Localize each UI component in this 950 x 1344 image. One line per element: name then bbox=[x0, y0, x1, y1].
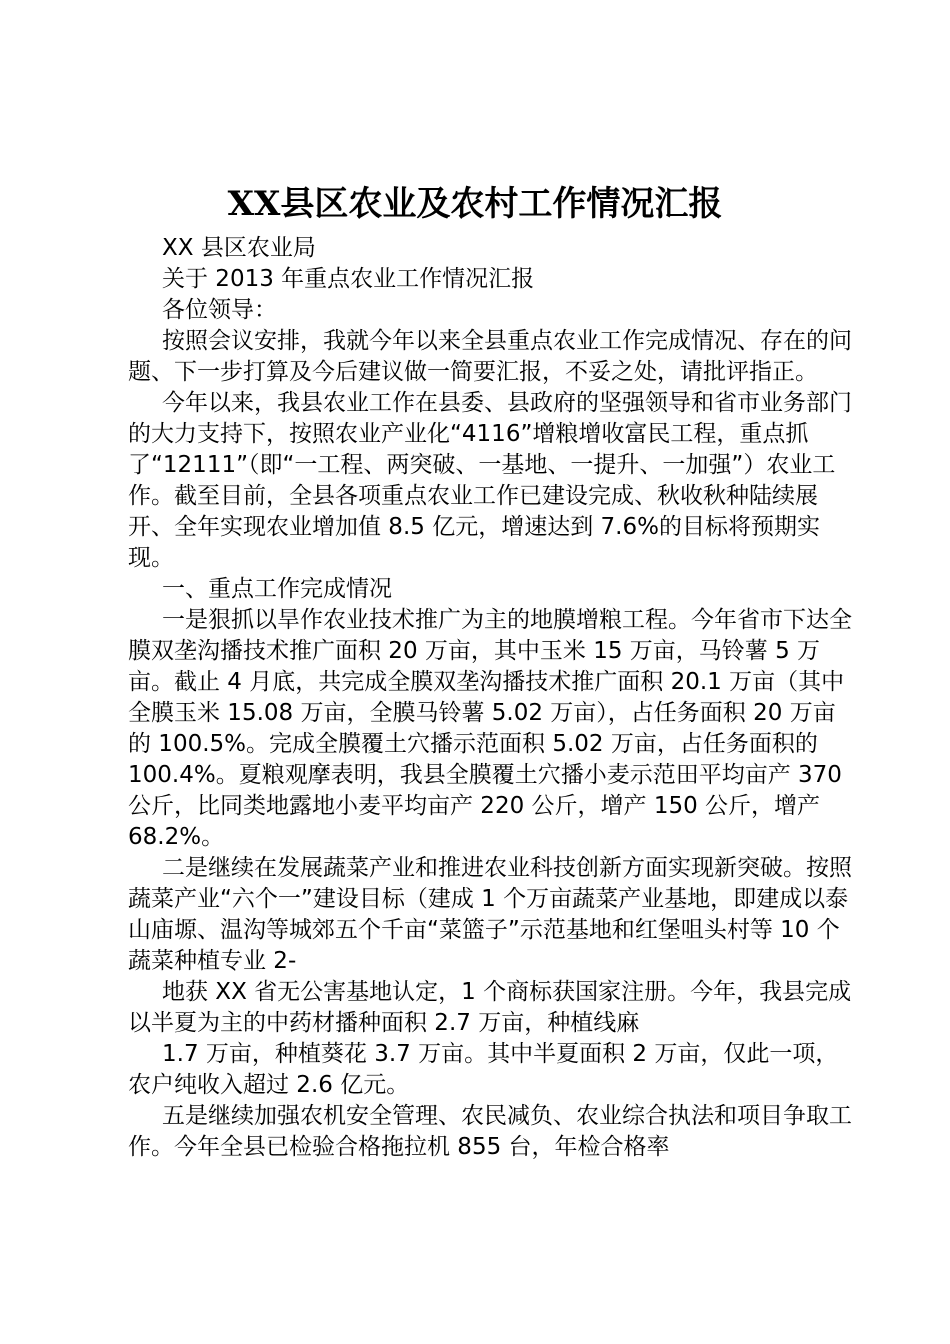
section-heading: 一、重点工作完成情况 bbox=[162, 576, 392, 602]
author-line: XX 县区农业局 bbox=[162, 235, 316, 261]
paragraph-intro: 按照会议安排，我就今年以来全县重点农业工作完成情况、存在的问题、下一步打算及今后建议做一简要汇报，不妥之处，请批评指正。 bbox=[128, 328, 852, 385]
subtitle-line: 关于 2013 年重点农业工作情况汇报 bbox=[162, 266, 535, 292]
paragraph-item-one: 一是狠抓以旱作农业技术推广为主的地膜增粮工程。今年省市下达全膜双垄沟播技术推广面积 20 万亩，其中玉米 15 万亩，马铃薯 5 万亩。截止 4 月底，共完成全膜双垄沟播技术推广面积 20.1 万亩（其中全膜玉米 15.08 万亩，全膜马铃薯 5.02 万亩），占任务面积 20 万亩的 100.5%。完成全膜覆土穴播示范面积 5.02 万亩，占任务面积的 100.4%。夏粮观摩表明，我县全膜覆土穴播小麦示范田平均亩产 370 公斤，比同类地露地小麦平均亩产 220 公斤，增产 150 公斤，增产 68.2%。 bbox=[128, 607, 852, 850]
paragraph-continuation-1: 地获 XX 省无公害基地认定，1 个商标获国家注册。今年，我县完成以半夏为主的中药材播种面积 2.7 万亩，种植线麻 bbox=[128, 979, 852, 1036]
paragraph-item-two: 二是继续在发展蔬菜产业和推进农业科技创新方面实现新突破。按照蔬菜产业“六个一”建设目标（建成 1 个万亩蔬菜产业基地，即建成以泰山庙塬、温沟等城郊五个千亩“菜篮子”示范基地和红堡咀头村等 10 个蔬菜种植专业 2- bbox=[128, 855, 852, 974]
paragraph-continuation-2: 1.7 万亩，种植葵花 3.7 万亩。其中半夏面积 2 万亩，仅此一项，农户纯收入超过 2.6 亿元。 bbox=[128, 1041, 839, 1098]
document-body bbox=[128, 233, 858, 1163]
paragraph-overview: 今年以来，我县农业工作在县委、县政府的坚强领导和省市业务部门的大力支持下，按照农业产业化“4116”增粮增收富民工程，重点抓了“12111”（即“一工程、两突破、一基地、一提升、一加强”）农业工作。截至目前，全县各项重点农业工作已建设完成、秋收秋种陆续展开、全年实现农业增加值 8.5 亿元，增速达到 7.6%的目标将预期实现。 bbox=[128, 390, 852, 571]
salutation: 各位领导： bbox=[162, 297, 277, 323]
document-title: XX县区农业及农村工作情况汇报 bbox=[227, 184, 723, 224]
paragraph-item-five: 五是继续加强农机安全管理、农民减负、农业综合执法和项目争取工作。今年全县已检验合格拖拉机 855 台，年检合格率 bbox=[128, 1103, 852, 1160]
